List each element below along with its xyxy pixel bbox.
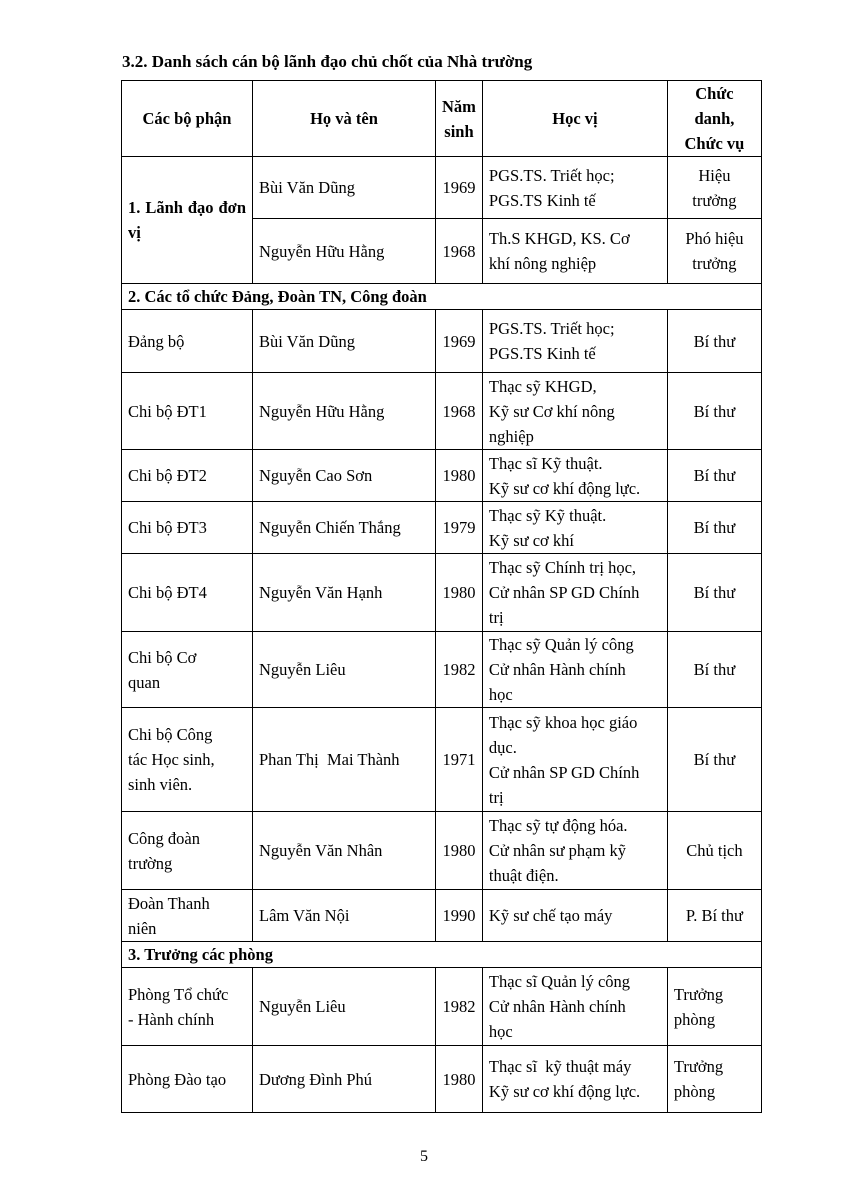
degree-line: PGS.TS Kinh tế xyxy=(488,190,596,210)
name-cell: Lâm Văn Nội xyxy=(253,890,436,942)
role-cell: Bí thư xyxy=(667,502,761,554)
unit-line: Chi bộ Công xyxy=(128,725,213,744)
degree-line: Kỹ sư cơ khí động lực. xyxy=(488,1082,641,1101)
unit-cell xyxy=(122,502,253,554)
year-cell: 1971 xyxy=(436,708,483,812)
page-number: 5 xyxy=(420,1148,428,1165)
header-year-line: Năm xyxy=(442,96,476,116)
unit-line: Công đoàn xyxy=(128,828,200,848)
role-line: Phó hiệu xyxy=(685,229,744,248)
degree-line: Thạc sỹ Quản lý công xyxy=(488,635,634,654)
year-cell: 1968 xyxy=(436,219,483,284)
degree-line: Th.S KHGD, KS. Cơ xyxy=(488,229,630,248)
unit-cell xyxy=(122,632,253,708)
header-role-line: Chức xyxy=(695,84,734,103)
degree-line: khí nông nghiệp xyxy=(488,254,597,273)
header-degree: Học vị xyxy=(482,81,667,157)
table-row xyxy=(122,812,762,890)
degree-cell xyxy=(482,219,667,284)
role-line: trưởng xyxy=(692,254,737,273)
unit-cell xyxy=(122,554,253,632)
unit-cell xyxy=(122,812,253,890)
degree-line: Cử nhân sư phạm kỹ xyxy=(488,841,626,860)
degree-line: trị xyxy=(488,608,504,627)
degree-cell xyxy=(482,968,667,1046)
section-title-departments: 3. Trưởng các phòng xyxy=(122,942,762,968)
degree-line: thuật điện. xyxy=(488,866,559,885)
unit-cell xyxy=(122,968,253,1046)
header-role-line: danh, xyxy=(694,109,735,128)
degree-line: trị xyxy=(488,787,504,807)
section-row xyxy=(122,284,762,310)
unit-line: Đoàn Thanh xyxy=(128,893,210,913)
section-title-organizations: 2. Các tổ chức Đảng, Đoàn TN, Công đoàn xyxy=(122,284,762,310)
unit-cell xyxy=(122,1046,253,1113)
header-role-line: Chức vụ xyxy=(684,134,745,153)
degree-line: nghiệp xyxy=(488,426,534,446)
name-cell: Nguyễn Chiến Thắng xyxy=(253,502,436,554)
unit-cell xyxy=(122,373,253,450)
table-row xyxy=(122,708,762,812)
year-cell: 1980 xyxy=(436,450,483,502)
degree-line: Thạc sỹ khoa học giáo xyxy=(488,712,638,732)
degree-line: Thạc sĩ Kỹ thuật. xyxy=(488,453,603,473)
unit-line: - Hành chính xyxy=(128,1009,215,1029)
role-cell: Bí thư xyxy=(667,632,761,708)
header-unit: Các bộ phận xyxy=(122,81,253,157)
role-line: trưởng xyxy=(692,190,737,210)
degree-line: Kỹ sư cơ khí xyxy=(488,530,574,550)
table-row xyxy=(122,502,762,554)
year-cell: 1980 xyxy=(436,1046,483,1113)
table-row xyxy=(122,373,762,450)
degree-line: Kỹ sư cơ khí động lực. xyxy=(488,478,641,498)
role-cell xyxy=(667,219,761,284)
name-cell: Bùi Văn Dũng xyxy=(253,157,436,219)
unit-line: Đảng bộ xyxy=(128,331,185,351)
role-line: Trưởng xyxy=(673,1057,724,1076)
year-cell: 1969 xyxy=(436,157,483,219)
degree-line: học xyxy=(488,685,513,704)
degree-line: PGS.TS. Triết học; xyxy=(488,165,615,185)
year-cell: 1980 xyxy=(436,812,483,890)
unit-line: quan xyxy=(128,672,161,692)
degree-line: Kỹ sư chế tạo máy xyxy=(488,906,613,925)
degree-cell xyxy=(482,157,667,219)
leadership-table xyxy=(121,80,762,1113)
degree-line: học xyxy=(488,1022,513,1041)
section-heading: 3.2. Danh sách cán bộ lãnh đạo chủ chốt của Nhà trường xyxy=(122,52,533,71)
degree-line: Thạc sỹ Chính trị học, xyxy=(488,558,637,577)
degree-cell xyxy=(482,812,667,890)
name-cell: Nguyễn Liêu xyxy=(253,632,436,708)
role-line: Trưởng xyxy=(673,984,724,1004)
table-row xyxy=(122,632,762,708)
role-line: Hiệu xyxy=(698,165,731,185)
unit-line: tác Học sinh, xyxy=(128,750,215,769)
year-cell: 1979 xyxy=(436,502,483,554)
unit-line: Phòng Đào tạo xyxy=(128,1069,227,1089)
table-row xyxy=(122,554,762,632)
role-cell xyxy=(667,157,761,219)
table-row xyxy=(122,450,762,502)
table-row xyxy=(122,890,762,942)
unit-line: niên xyxy=(128,918,157,938)
degree-cell xyxy=(482,554,667,632)
header-role xyxy=(667,81,761,157)
unit-line: Chi bộ ĐT4 xyxy=(128,583,207,602)
year-cell: 1982 xyxy=(436,968,483,1046)
degree-line: Thạc sỹ KHGD, xyxy=(488,376,597,396)
unit-line: Phòng Tổ chức xyxy=(128,984,229,1004)
degree-cell xyxy=(482,373,667,450)
degree-cell xyxy=(482,708,667,812)
role-cell xyxy=(667,968,761,1046)
unit-line: Chi bộ ĐT3 xyxy=(128,518,207,537)
name-cell: Phan Thị Mai Thành xyxy=(253,708,436,812)
degree-line: Thạc sĩ Quản lý công xyxy=(488,972,631,991)
unit-cell xyxy=(122,708,253,812)
unit-line: trường xyxy=(128,853,173,873)
degree-line: Cử nhân Hành chính xyxy=(488,997,626,1016)
degree-line: Cử nhân Hành chính xyxy=(488,660,626,679)
degree-line: PGS.TS. Triết học; xyxy=(488,319,615,338)
year-cell: 1990 xyxy=(436,890,483,942)
degree-cell xyxy=(482,890,667,942)
unit-cell xyxy=(122,310,253,373)
role-cell: Chủ tịch xyxy=(667,812,761,890)
year-cell: 1968 xyxy=(436,373,483,450)
role-cell: Bí thư xyxy=(667,554,761,632)
role-cell: Bí thư xyxy=(667,708,761,812)
name-cell: Nguyễn Hữu Hằng xyxy=(253,373,436,450)
name-cell: Bùi Văn Dũng xyxy=(253,310,436,373)
year-cell: 1969 xyxy=(436,310,483,373)
degree-cell xyxy=(482,502,667,554)
unit-line: Chi bộ ĐT2 xyxy=(128,466,207,485)
degree-line: dục. xyxy=(488,737,517,757)
header-name: Họ và tên xyxy=(253,81,436,157)
table-row xyxy=(122,1046,762,1113)
unit-cell xyxy=(122,450,253,502)
unit-cell xyxy=(122,890,253,942)
table-header-row xyxy=(122,81,762,157)
name-cell: Nguyễn Hữu Hằng xyxy=(253,219,436,284)
role-line: phòng xyxy=(673,1009,716,1029)
name-cell: Nguyễn Văn Nhân xyxy=(253,812,436,890)
unit-line: Chi bộ Cơ xyxy=(128,647,197,667)
unit-line: sinh viên. xyxy=(128,775,193,794)
degree-line: Cử nhân SP GD Chính xyxy=(488,583,640,602)
role-cell: Bí thư xyxy=(667,310,761,373)
table-row xyxy=(122,310,762,373)
degree-cell xyxy=(482,632,667,708)
name-cell: Nguyễn Cao Sơn xyxy=(253,450,436,502)
table-row xyxy=(122,968,762,1046)
degree-cell xyxy=(482,1046,667,1113)
degree-line: PGS.TS Kinh tế xyxy=(488,344,596,363)
section-row xyxy=(122,942,762,968)
unit-line: Chi bộ ĐT1 xyxy=(128,401,207,421)
role-cell: Bí thư xyxy=(667,450,761,502)
degree-cell xyxy=(482,310,667,373)
degree-line: Thạc sỹ Kỹ thuật. xyxy=(488,505,607,525)
name-cell: Dương Đình Phú xyxy=(253,1046,436,1113)
role-line: phòng xyxy=(673,1082,716,1101)
degree-line: Thạc sĩ kỹ thuật máy xyxy=(488,1057,632,1076)
section-title-leadership: 1. Lãnh đạo đơn vị xyxy=(122,157,253,284)
year-cell: 1980 xyxy=(436,554,483,632)
role-cell: Bí thư xyxy=(667,373,761,450)
header-year xyxy=(436,81,483,157)
degree-line: Thạc sỹ tự động hóa. xyxy=(488,816,628,835)
role-cell: P. Bí thư xyxy=(667,890,761,942)
role-cell xyxy=(667,1046,761,1113)
degree-line: Kỹ sư Cơ khí nông xyxy=(488,401,615,421)
year-cell: 1982 xyxy=(436,632,483,708)
name-cell: Nguyễn Liêu xyxy=(253,968,436,1046)
degree-cell xyxy=(482,450,667,502)
degree-line: Cử nhân SP GD Chính xyxy=(488,762,640,782)
table-row xyxy=(122,157,762,219)
name-cell: Nguyễn Văn Hạnh xyxy=(253,554,436,632)
header-year-line: sinh xyxy=(444,121,474,141)
